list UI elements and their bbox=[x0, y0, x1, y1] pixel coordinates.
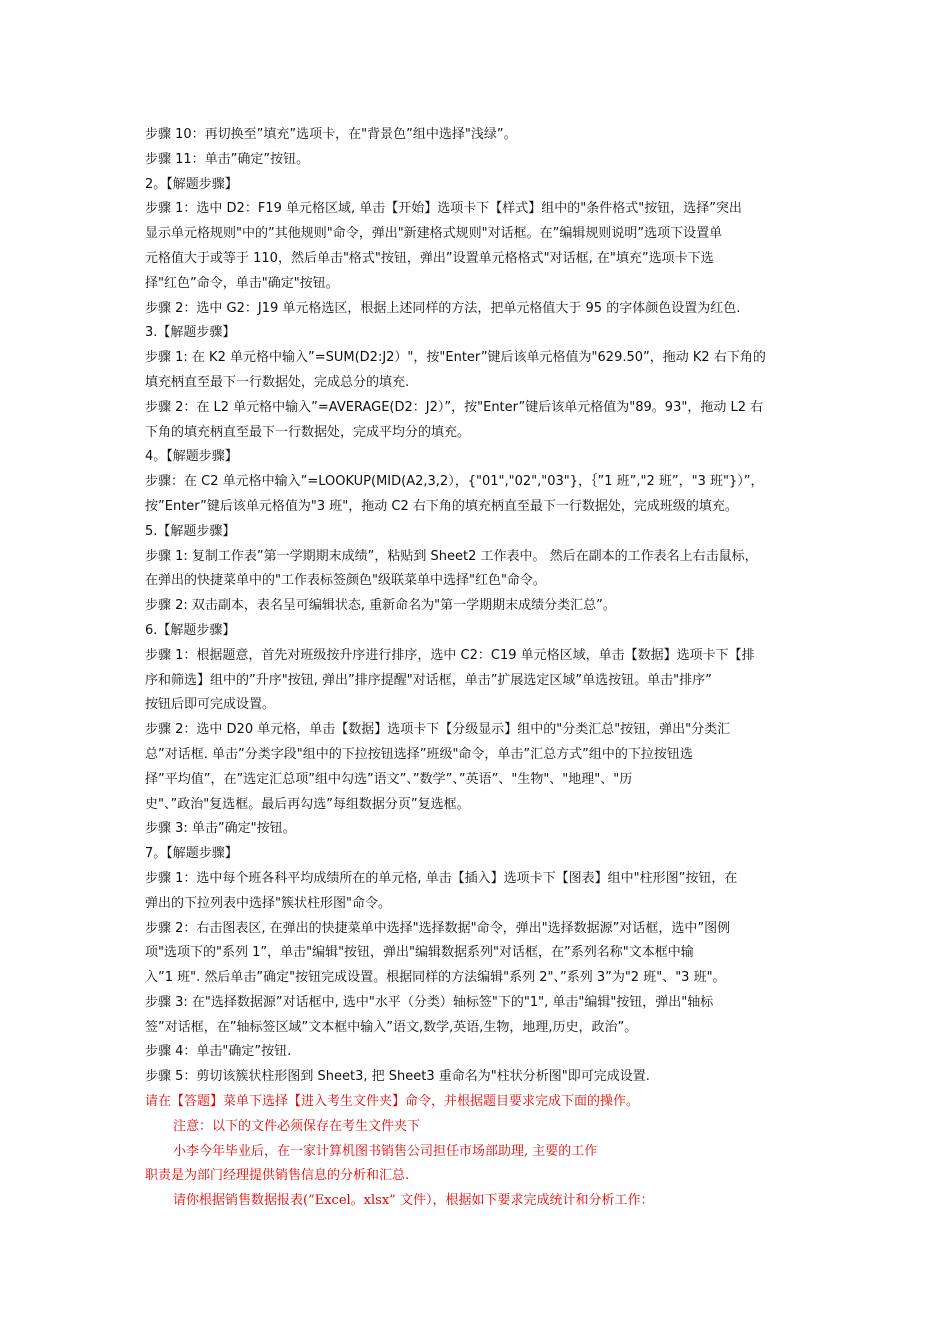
section-2-heading: 2。【解题步骤】 bbox=[145, 176, 238, 192]
paragraph-line: 显示单元格规则"中的”其他规则"命令，弹出"新建格式规则"对话框。在”编辑规则说明”选项下设置单 bbox=[145, 226, 723, 242]
paragraph-line: 弹出的下拉列表中选择"簇状柱形图"命令。 bbox=[145, 895, 391, 911]
paragraph-line: 步骤：在 C2 单元格中输入”=LOOKUP(MID(A2,3,2），{"01","02","03"}，｛”1 班”,"2 班”，"3 班"}）”， bbox=[145, 474, 764, 490]
step-10-line: 步骤 10：再切换至”填充”选项卡，在"背景色”组中选择"浅绿”。 bbox=[145, 127, 517, 142]
step-11-line: 步骤 11：单击”确定”按钮。 bbox=[145, 151, 310, 167]
paragraph-line: 步骤 2: 双击副本，表名呈可编辑状态, 重新命名为"第一学期期末成绩分类汇总”。 bbox=[145, 598, 616, 614]
paragraph-line: 按”Enter”键后该单元格值为"3 班"，拖动 C2 右下角的填充柄直至最下一行数据处，完成班级的填充。 bbox=[145, 498, 738, 514]
paragraph-line: 步骤 2：选中 D20 单元格，单击【数据】选项卡下【分级显示】组中的"分类汇总"按钮，弹出"分类汇 bbox=[145, 722, 731, 738]
paragraph-line: 步骤 2：右击图表区, 在弹出的快捷菜单中选择"选择数据"命令，弹出"选择数据源”对话框，选中”图例 bbox=[145, 920, 731, 936]
document-body bbox=[145, 123, 810, 1214]
paragraph-line: 入”1 班". 然后单击”确定"按钮完成设置。根据同样的方法编辑"系列 2"、”系列 3”为"2 班"、"3 班"。 bbox=[145, 970, 726, 986]
paragraph-line: 步骤 1：选中 D2：F19 单元格区域, 单击【开始】选项卡下【样式】组中的"条件格式"按钮，选择”突出 bbox=[145, 201, 742, 217]
paragraph-line: 按钮后即可完成设置。 bbox=[145, 697, 276, 713]
paragraph-line: 序和筛选】组中的”升序"按钮, 弹出”排序提醒"对话框，单击”扩展选定区域”单选按钮。单击"排序” bbox=[145, 672, 712, 688]
paragraph-line: 签”对话框，在”轴标签区域”文本框中输入”语文,数学,英语,生物，地理,历史，政治”。 bbox=[145, 1019, 638, 1035]
section-3-heading: 3.【解题步骤】 bbox=[145, 325, 236, 341]
section-6-heading: 6.【解题步骤】 bbox=[145, 622, 236, 638]
instruction-line: 请在【答题】菜单下选择【进入考生文件夹】命令，并根据题目要求完成下面的操作。 bbox=[145, 1094, 640, 1110]
paragraph-line: 总”对话框. 单击”分类字段"组中的下拉按钮选择”班级"命令，单击”汇总方式”组中的下拉按钮选 bbox=[145, 746, 693, 762]
scenario-line: 职责是为部门经理提供销售信息的分析和汇总. bbox=[145, 1168, 410, 1184]
paragraph-line: 下角的填充柄直至最下一行数据处，完成平均分的填充。 bbox=[145, 424, 471, 440]
paragraph-line: 项"选项下的"系列 1”，单击"编辑"按钮，弹出"编辑数据系列"对话框，在”系列名称"文本框中输 bbox=[145, 945, 694, 961]
paragraph-line: 步骤 3: 在"选择数据源”对话框中, 选中"水平（分类）轴标签"下的"1", 单击"编辑"按钮，弹出"轴标 bbox=[145, 994, 714, 1010]
paragraph-line: 步骤 1: 复制工作表”第一学期期末成绩”，粘贴到 Sheet2 工作表中。 然后在副本的工作表名上右击鼠标， bbox=[145, 548, 758, 564]
paragraph-line: 步骤 1：根据题意，首先对班级按升序进行排序，选中 C2：C19 单元格区域，单击【数据】选项卡下【排 bbox=[145, 647, 755, 663]
paragraph-line: 步骤 3: 单击”确定"按钮。 bbox=[145, 821, 296, 837]
note-line: 注意：以下的文件必须保存在考生文件夹下 bbox=[173, 1118, 421, 1134]
paragraph-line: 在弹出的快捷菜单中的"工作表标签颜色"级联菜单中选择"红色"命令。 bbox=[145, 573, 546, 589]
paragraph-line: 择”平均值”，在”选定汇总项”组中勾选”语文”、”数学”、”英语”、"生物"、"地理"、"历 bbox=[145, 771, 633, 787]
paragraph-line: 步骤 1: 在 K2 单元格中输入”=SUM(D2:J2）"，按"Enter”键后该单元格值为"629.50”，拖动 K2 右下角的 bbox=[145, 350, 766, 366]
paragraph-line: 填充柄直至最下一行数据处，完成总分的填充. bbox=[145, 374, 410, 390]
section-4-heading: 4。【解题步骤】 bbox=[145, 449, 238, 465]
paragraph-line: 史"、”政治"复选框。最后再勾选”每组数据分页”复选框。 bbox=[145, 796, 470, 812]
task-line: 请你根据销售数据报表(”Excel。xlsx” 文件），根据如下要求完成统计和分析工作： bbox=[173, 1193, 654, 1209]
paragraph-line: 步骤 1：选中每个班各科平均成绩所在的单元格, 单击【插入】选项卡下【图表】组中"柱形图”按钮，在 bbox=[145, 870, 738, 886]
paragraph-line: 择"红色”命令，单击"确定"按钮。 bbox=[145, 275, 339, 291]
paragraph-line: 步骤 5：剪切该簇状柱形图到 Sheet3, 把 Sheet3 重命名为"柱状分析图"即可完成设置. bbox=[145, 1069, 650, 1085]
paragraph-line: 元格值大于或等于 110，然后单击"格式"按钮，弹出”设置单元格格式"对话框, 在"填充”选项卡下选 bbox=[145, 250, 714, 266]
paragraph-line: 步骤 2：选中 G2：J19 单元格选区，根据上述同样的方法，把单元格值大于 95 的字体颜色设置为红色. bbox=[145, 300, 741, 316]
section-7-heading: 7。【解题步骤】 bbox=[145, 846, 238, 862]
scenario-line: 小李今年毕业后，在一家计算机图书销售公司担任市场部助理, 主要的工作 bbox=[173, 1143, 598, 1159]
paragraph-line: 步骤 2：在 L2 单元格中输入”=AVERAGE(D2：J2）”，按"Enter”键后该单元格值为"89。93"，拖动 L2 右 bbox=[145, 399, 764, 415]
section-5-heading: 5.【解题步骤】 bbox=[145, 523, 236, 539]
paragraph-line: 步骤 4：单击"确定”按钮. bbox=[145, 1044, 292, 1060]
